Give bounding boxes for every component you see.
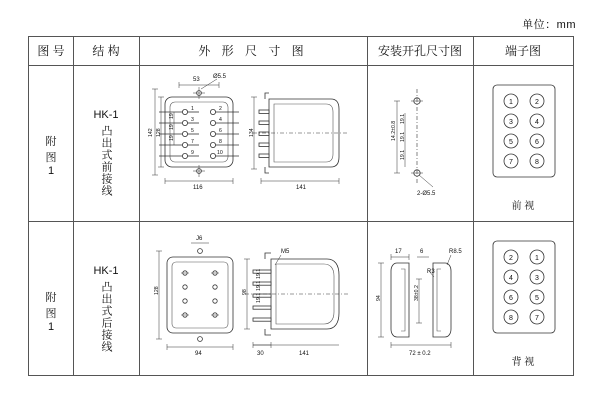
row2-structure-text-wrap <box>75 281 137 353</box>
table-divider-header <box>29 65 573 66</box>
svg-text:141: 141 <box>299 351 310 357</box>
row2-terminal-caption: 背 视 <box>511 357 535 368</box>
row1-drawing-no-line2: 图 <box>45 152 57 164</box>
svg-text:98: 98 <box>242 289 248 295</box>
svg-text:94: 94 <box>376 295 382 301</box>
svg-text:6: 6 <box>509 295 513 302</box>
row2-drawing-no <box>29 289 73 333</box>
svg-text:19: 19 <box>169 135 175 141</box>
svg-text:6: 6 <box>420 249 424 255</box>
row1-structure-text-wrap <box>75 125 137 197</box>
svg-text:128: 128 <box>156 128 162 137</box>
svg-text:14.2±0.8: 14.2±0.8 <box>391 120 397 141</box>
row2-drawing-no-line2: 图 <box>45 308 57 320</box>
header-terminal-drawing: 端子图 <box>504 44 541 58</box>
svg-text:19: 19 <box>169 124 175 130</box>
svg-text:3: 3 <box>535 275 539 282</box>
svg-text:4: 4 <box>219 117 222 123</box>
svg-text:4: 4 <box>535 119 539 126</box>
row2-drawing-no-line3: 1 <box>47 321 55 333</box>
svg-text:7: 7 <box>509 159 513 166</box>
svg-text:3: 3 <box>509 119 513 126</box>
svg-text:1: 1 <box>191 106 194 112</box>
svg-text:7: 7 <box>191 139 194 145</box>
svg-text:72 ± 0.2: 72 ± 0.2 <box>409 351 431 357</box>
row1-mounting-drawing <box>373 81 469 201</box>
row2-outline-drawing <box>141 225 367 377</box>
svg-text:R8.5: R8.5 <box>449 249 462 255</box>
header-drawing-no: 图 号 <box>37 44 65 58</box>
header-outline-drawing: 外 形 尺 寸 图 <box>198 44 308 58</box>
table-divider-col3 <box>367 37 368 375</box>
svg-text:7: 7 <box>535 315 539 322</box>
row2-drawing-no-line1: 附 <box>45 292 57 304</box>
row1-structure-code: HK-1 <box>93 109 119 121</box>
svg-text:1: 1 <box>509 99 513 106</box>
table-divider-col1 <box>73 37 74 375</box>
header-mounting-drawing: 安装开孔尺寸图 <box>377 44 462 58</box>
row2-mounting-drawing <box>371 233 471 363</box>
svg-text:2: 2 <box>509 255 513 262</box>
svg-text:141: 141 <box>296 185 307 191</box>
svg-text:5: 5 <box>191 128 194 134</box>
svg-text:2: 2 <box>219 106 222 112</box>
svg-text:R3: R3 <box>427 269 435 275</box>
svg-text:10: 10 <box>217 150 223 156</box>
row1-drawing-no <box>29 133 73 177</box>
svg-text:M5: M5 <box>281 249 290 255</box>
svg-text:8: 8 <box>219 139 222 145</box>
svg-text:30: 30 <box>257 351 264 357</box>
svg-text:3: 3 <box>191 117 194 123</box>
row1-drawing-no-line1: 附 <box>45 136 57 148</box>
svg-text:38±0.2: 38±0.2 <box>414 285 420 301</box>
svg-text:142: 142 <box>148 128 154 137</box>
svg-text:19.1: 19.1 <box>256 268 262 279</box>
svg-text:134: 134 <box>249 128 255 137</box>
svg-text:19.1: 19.1 <box>400 113 406 124</box>
svg-text:1: 1 <box>535 255 539 262</box>
svg-text:19.1: 19.1 <box>256 280 262 291</box>
svg-text:5: 5 <box>535 295 539 302</box>
svg-text:8: 8 <box>535 159 539 166</box>
svg-text:9: 9 <box>191 150 194 156</box>
row1-terminal-caption: 前 视 <box>511 201 535 212</box>
svg-text:6: 6 <box>219 128 222 134</box>
table-divider-rows <box>29 221 573 222</box>
svg-text:J6: J6 <box>196 236 203 242</box>
svg-text:Ø5.5: Ø5.5 <box>213 74 227 80</box>
row1-structure-text: 凸出式前接线 <box>100 125 113 197</box>
svg-text:2-Ø5.5: 2-Ø5.5 <box>417 191 436 197</box>
svg-text:19.1: 19.1 <box>400 149 406 160</box>
header-structure: 结 构 <box>92 44 120 58</box>
svg-text:6: 6 <box>535 139 539 146</box>
svg-text:8: 8 <box>509 315 513 322</box>
svg-text:53: 53 <box>193 77 200 83</box>
svg-text:4: 4 <box>509 275 513 282</box>
row2-terminal-drawing <box>481 235 567 359</box>
svg-text:17: 17 <box>395 249 402 255</box>
table-divider-col2 <box>139 37 140 375</box>
row1-outline-drawing <box>141 67 367 219</box>
unit-note: 单位：mm <box>522 19 576 31</box>
svg-text:19: 19 <box>169 113 175 119</box>
svg-text:128: 128 <box>154 286 160 295</box>
row2-structure-text: 凸出式后接线 <box>100 281 113 353</box>
svg-text:94: 94 <box>195 351 202 357</box>
row2-structure-code: HK-1 <box>93 265 119 277</box>
spec-table <box>28 36 574 376</box>
svg-text:116: 116 <box>193 185 203 191</box>
svg-text:5: 5 <box>509 139 513 146</box>
row1-terminal-drawing <box>481 79 567 203</box>
svg-text:2: 2 <box>535 99 539 106</box>
row1-drawing-no-line3: 1 <box>47 165 55 177</box>
svg-text:19.1: 19.1 <box>400 131 406 142</box>
svg-text:19.1: 19.1 <box>256 292 262 303</box>
